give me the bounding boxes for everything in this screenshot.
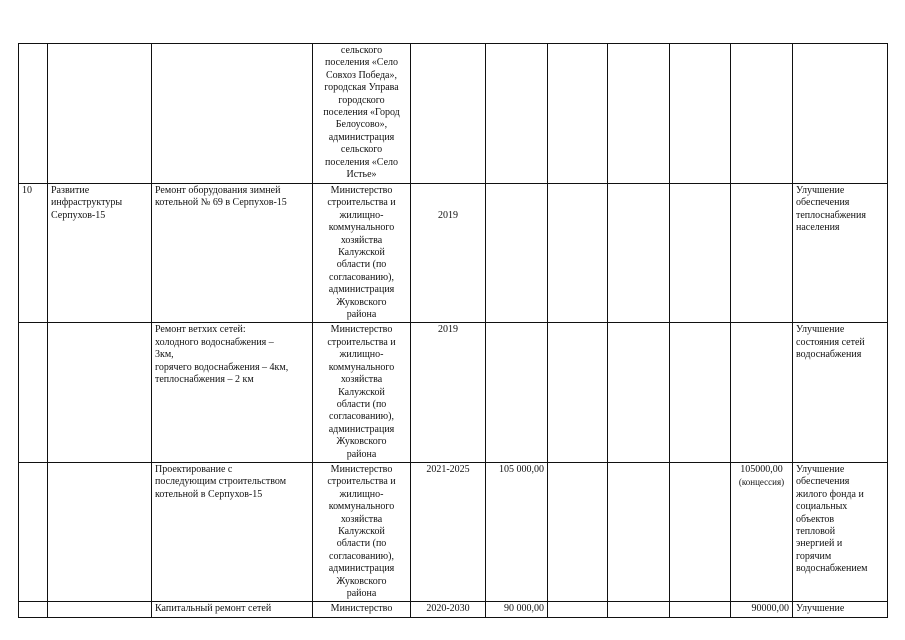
cell-project [48, 462, 152, 601]
cell-fund [731, 462, 793, 601]
cell-period: 2019 [411, 323, 486, 462]
cell-total: 90 000,00 [486, 602, 548, 618]
cell-project: Развитие инфраструктуры Серпухов-15 [48, 184, 152, 323]
cell-measure [152, 44, 313, 184]
cell-empty [608, 462, 670, 601]
cell-responsible: Министерство строительства и жилищно- коммунального хозяйства Калужской области (по согласованию), администрация Жуковского района [313, 323, 411, 462]
table-row [19, 462, 888, 601]
cell-measure: Проектирование с последующим строительством котельной в Серпухов-15 [152, 462, 313, 601]
cell-empty [608, 602, 670, 618]
cell-total [486, 184, 548, 323]
cell-empty [548, 323, 608, 462]
cell-empty [670, 323, 731, 462]
cell-number: 10 [19, 184, 48, 323]
cell-empty [548, 44, 608, 184]
cell-period: 2019 [411, 184, 486, 323]
cell-empty [608, 44, 670, 184]
cell-empty [670, 184, 731, 323]
cell-number [19, 602, 48, 618]
cell-fund [731, 323, 793, 462]
cell-empty [548, 184, 608, 323]
cell-empty [670, 602, 731, 618]
cell-empty [670, 44, 731, 184]
cell-responsible: сельского поселения «Село Совхоз Победа», городская Управа городского поселения «Город Белоусово», администрация сельского поселения «Село Истье» [313, 44, 411, 184]
cell-expected: Улучшение обеспечения жилого фонда и социальных объектов тепловой энергией и горячим водоснабжением [793, 462, 888, 601]
cell-empty [548, 602, 608, 618]
cell-empty [608, 323, 670, 462]
table-row [19, 323, 888, 462]
cell-total: 105 000,00 [486, 462, 548, 601]
cell-measure: Ремонт оборудования зимней котельной № 69 в Серпухов-15 [152, 184, 313, 323]
cell-period: 2021-2025 [411, 462, 486, 601]
cell-number [19, 44, 48, 184]
cell-fund [731, 184, 793, 323]
cell-fund: 90000,00 [731, 602, 793, 618]
cell-empty [608, 184, 670, 323]
cell-responsible: Министерство [313, 602, 411, 618]
cell-measure: Ремонт ветхих сетей: холодного водоснабжения – 3км, горячего водоснабжения – 4км, теплоснабжения – 2 км [152, 323, 313, 462]
fund-value: 105000,00 [740, 463, 783, 475]
cell-period: 2020-2030 [411, 602, 486, 618]
cell-period [411, 44, 486, 184]
cell-empty [548, 462, 608, 601]
cell-total [486, 44, 548, 184]
program-table [18, 43, 888, 618]
cell-project [48, 44, 152, 184]
fund-note: (концессия) [738, 477, 785, 488]
cell-project [48, 323, 152, 462]
cell-expected: Улучшение [793, 602, 888, 618]
cell-responsible: Министерство строительства и жилищно- коммунального хозяйства Калужской области (по согласованию), администрация Жуковского района [313, 462, 411, 601]
cell-fund [731, 44, 793, 184]
cell-total [486, 323, 548, 462]
cell-number [19, 462, 48, 601]
cell-number [19, 323, 48, 462]
table-row [19, 602, 888, 618]
cell-measure: Капитальный ремонт сетей [152, 602, 313, 618]
cell-project [48, 602, 152, 618]
cell-responsible: Министерство строительства и жилищно- коммунального хозяйства Калужской области (по согласованию), администрация Жуковского района [313, 184, 411, 323]
cell-expected: Улучшение состояния сетей водоснабжения [793, 323, 888, 462]
table-row [19, 44, 888, 184]
cell-empty [670, 462, 731, 601]
table-row [19, 184, 888, 323]
cell-expected [793, 44, 888, 184]
cell-expected: Улучшение обеспечения теплоснабжения населения [793, 184, 888, 323]
